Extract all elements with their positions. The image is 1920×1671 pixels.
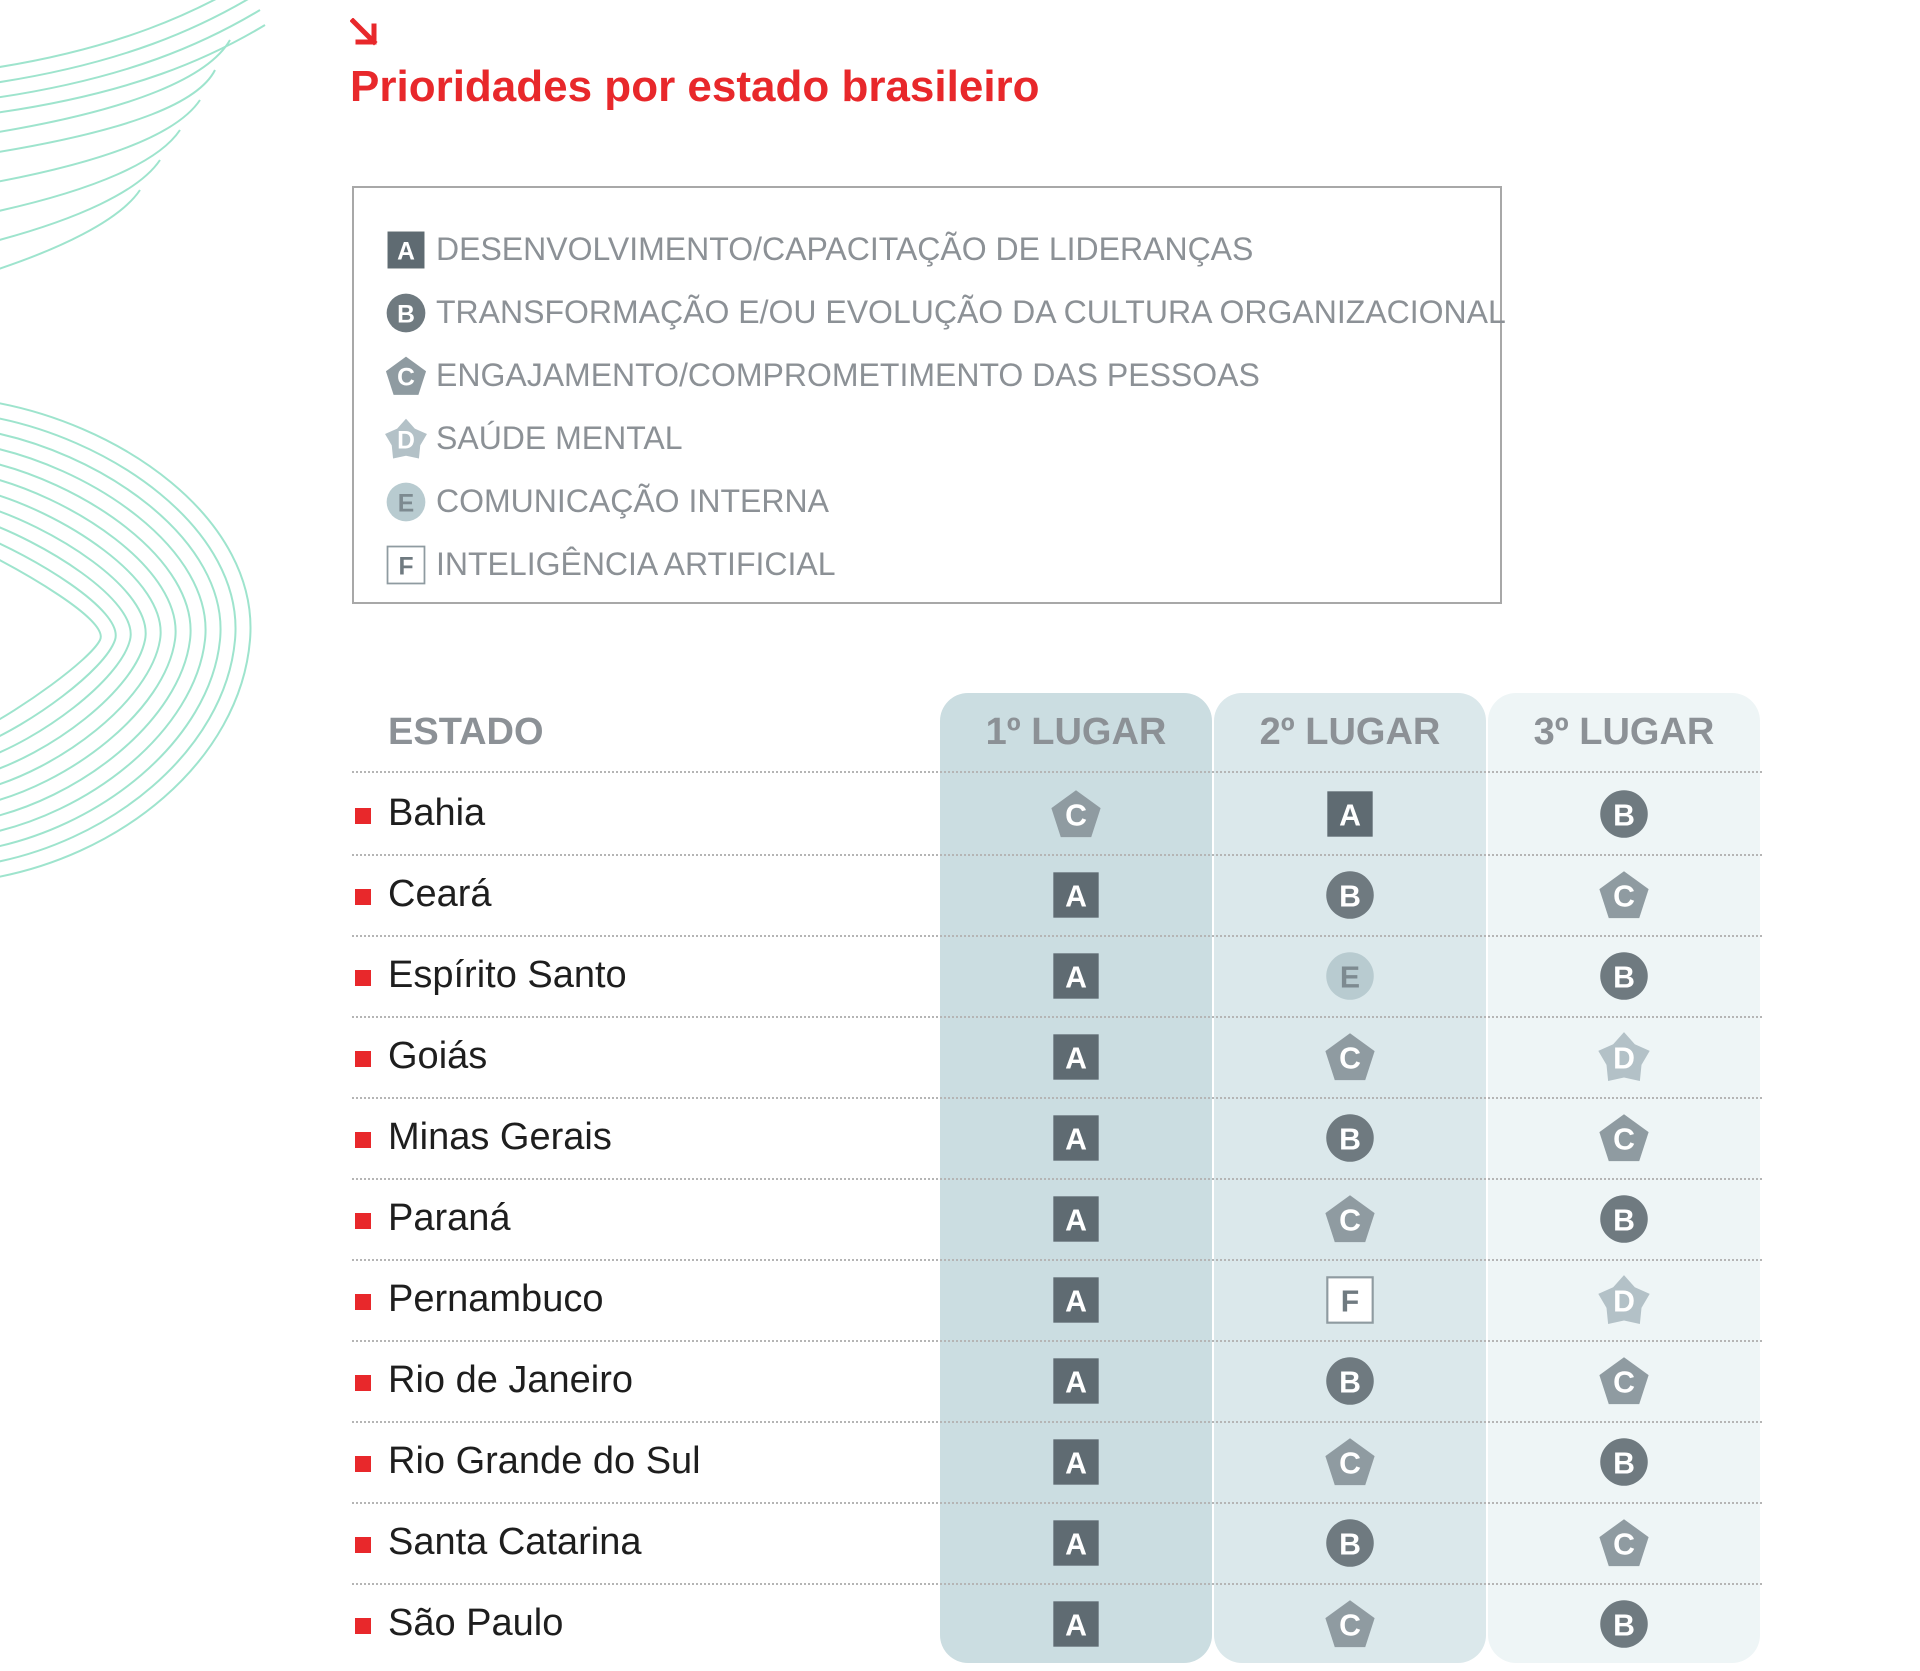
svg-text:C: C xyxy=(1613,1528,1635,1562)
priority-cell-3 xyxy=(1488,935,1760,1016)
priority-cell-3 xyxy=(1488,1097,1760,1178)
priority-cell-2 xyxy=(1214,1340,1486,1421)
svg-text:A: A xyxy=(1065,1366,1087,1400)
dark-square-icon xyxy=(1049,1111,1103,1165)
dark-square-icon xyxy=(1049,1597,1103,1651)
svg-text:B: B xyxy=(1339,1528,1361,1562)
pentagon-icon xyxy=(1049,787,1103,841)
pentagon-icon xyxy=(1597,868,1651,922)
dark-square-icon xyxy=(1049,1435,1103,1489)
priority-cell-1 xyxy=(940,935,1212,1016)
table-row xyxy=(352,1340,1762,1421)
svg-text:B: B xyxy=(1613,1204,1635,1238)
gray-circle-icon xyxy=(1323,1354,1377,1408)
svg-text:A: A xyxy=(1065,1042,1087,1076)
pentagon-icon xyxy=(1323,1597,1377,1651)
dark-square-icon xyxy=(384,228,428,272)
priority-cell-1 xyxy=(940,854,1212,935)
dark-square-icon xyxy=(1049,1516,1103,1570)
svg-text:C: C xyxy=(397,363,415,391)
dark-square-icon xyxy=(1049,1354,1103,1408)
svg-text:F: F xyxy=(1340,1285,1360,1319)
header-2-lugar: 2º LUGAR xyxy=(1259,710,1441,753)
priority-cell-1 xyxy=(940,1340,1212,1421)
svg-text:A: A xyxy=(397,237,415,265)
legend-box xyxy=(352,186,1506,604)
legend-item-label: INTELIGÊNCIA ARTIFICIAL xyxy=(436,546,836,582)
priority-cell-1 xyxy=(940,1259,1212,1340)
priority-cell-3 xyxy=(1488,1583,1760,1664)
gray-circle-icon xyxy=(1597,949,1651,1003)
bullet-icon xyxy=(355,1132,371,1148)
pentagon-icon xyxy=(1597,1111,1651,1165)
pentagon-icon xyxy=(1323,1192,1377,1246)
dark-square-icon xyxy=(1049,868,1103,922)
svg-text:C: C xyxy=(1065,799,1087,833)
svg-text:B: B xyxy=(1339,1123,1361,1157)
legend-item xyxy=(384,407,1500,470)
bullet-icon xyxy=(355,808,371,824)
svg-text:A: A xyxy=(1339,799,1361,833)
table-row xyxy=(352,1421,1762,1502)
priority-cell-2 xyxy=(1214,1259,1486,1340)
table-row xyxy=(352,1016,1762,1097)
state-name: Rio de Janeiro xyxy=(388,1359,634,1401)
priority-cell-1 xyxy=(940,1016,1212,1097)
dark-square-icon xyxy=(1049,1273,1103,1327)
priority-cell-3 xyxy=(1488,1259,1760,1340)
priority-cell-3 xyxy=(1488,773,1760,854)
light-circle-icon xyxy=(1323,949,1377,1003)
legend-item xyxy=(384,533,1500,596)
state-name: Bahia xyxy=(388,792,486,834)
dark-square-icon xyxy=(1049,949,1103,1003)
header-1-lugar: 1º LUGAR xyxy=(985,710,1167,753)
svg-text:A: A xyxy=(1065,1447,1087,1481)
table-row xyxy=(352,1097,1762,1178)
priority-cell-2 xyxy=(1214,1097,1486,1178)
gray-circle-icon xyxy=(1597,1435,1651,1489)
priority-cell-1 xyxy=(940,773,1212,854)
priority-cell-2 xyxy=(1214,1016,1486,1097)
bullet-icon xyxy=(355,889,371,905)
page-title: Prioridades por estado brasileiro xyxy=(350,62,1040,111)
svg-text:B: B xyxy=(1613,799,1635,833)
pentagon-icon xyxy=(1597,1354,1651,1408)
priority-cell-1 xyxy=(940,1502,1212,1583)
gray-circle-icon xyxy=(1597,1192,1651,1246)
state-name: Pernambuco xyxy=(388,1278,604,1320)
priority-table xyxy=(352,693,1762,1663)
star-icon xyxy=(384,417,428,461)
svg-text:C: C xyxy=(1339,1042,1361,1076)
priority-cell-3 xyxy=(1488,1016,1760,1097)
svg-text:B: B xyxy=(1613,1609,1635,1643)
svg-text:A: A xyxy=(1065,880,1087,914)
priority-cell-2 xyxy=(1214,1583,1486,1664)
legend-item-label: COMUNICAÇÃO INTERNA xyxy=(436,483,829,519)
dark-square-icon xyxy=(1049,1192,1103,1246)
priority-cell-3 xyxy=(1488,1421,1760,1502)
bullet-icon xyxy=(355,1618,371,1634)
svg-text:A: A xyxy=(1065,961,1087,995)
svg-text:C: C xyxy=(1613,1123,1635,1157)
svg-text:A: A xyxy=(1065,1285,1087,1319)
outline-square-icon xyxy=(384,543,428,587)
state-name: Goiás xyxy=(388,1035,488,1077)
svg-text:D: D xyxy=(1613,1042,1635,1076)
svg-text:F: F xyxy=(398,552,414,580)
legend-item xyxy=(384,344,1500,407)
state-name: Ceará xyxy=(388,873,492,915)
star-icon xyxy=(1597,1273,1651,1327)
state-name: Rio Grande do Sul xyxy=(388,1440,701,1482)
svg-text:E: E xyxy=(1339,961,1361,995)
state-name: Paraná xyxy=(388,1197,511,1239)
priority-cell-1 xyxy=(940,1421,1212,1502)
state-name: São Paulo xyxy=(388,1602,564,1644)
priority-cell-2 xyxy=(1214,935,1486,1016)
priority-cell-1 xyxy=(940,1583,1212,1664)
pentagon-icon xyxy=(1323,1030,1377,1084)
svg-text:A: A xyxy=(1065,1123,1087,1157)
gray-circle-icon xyxy=(1597,1597,1651,1651)
svg-text:B: B xyxy=(1613,961,1635,995)
bullet-icon xyxy=(355,1537,371,1553)
header-3-lugar: 3º LUGAR xyxy=(1533,710,1715,753)
priority-cell-3 xyxy=(1488,1178,1760,1259)
bullet-icon xyxy=(355,1375,371,1391)
priority-cell-3 xyxy=(1488,1340,1760,1421)
bullet-icon xyxy=(355,1456,371,1472)
priority-cell-2 xyxy=(1214,773,1486,854)
gray-circle-icon xyxy=(1323,1111,1377,1165)
table-row xyxy=(352,1583,1762,1664)
decorative-wave-lines xyxy=(0,0,300,900)
bullet-icon xyxy=(355,1051,371,1067)
svg-text:D: D xyxy=(1613,1285,1635,1319)
gray-circle-icon xyxy=(1597,787,1651,841)
pentagon-icon xyxy=(384,354,428,398)
gray-circle-icon xyxy=(1323,868,1377,922)
svg-text:E: E xyxy=(397,489,415,517)
table-row xyxy=(352,773,1762,854)
svg-text:A: A xyxy=(1065,1528,1087,1562)
state-name: Santa Catarina xyxy=(388,1521,642,1563)
svg-text:A: A xyxy=(1065,1204,1087,1238)
gray-circle-icon xyxy=(1323,1516,1377,1570)
header-estado: ESTADO xyxy=(388,710,544,753)
pentagon-icon xyxy=(1323,1435,1377,1489)
bullet-icon xyxy=(355,970,371,986)
pentagon-icon xyxy=(1597,1516,1651,1570)
legend-item-label: SAÚDE MENTAL xyxy=(436,420,683,456)
legend-item xyxy=(384,218,1500,281)
state-name: Minas Gerais xyxy=(388,1116,612,1158)
svg-text:B: B xyxy=(1339,1366,1361,1400)
svg-text:B: B xyxy=(1339,880,1361,914)
priority-cell-3 xyxy=(1488,1502,1760,1583)
table-row xyxy=(352,1502,1762,1583)
svg-text:B: B xyxy=(397,300,415,328)
table-row xyxy=(352,935,1762,1016)
bullet-icon xyxy=(355,1294,371,1310)
legend-item-label: DESENVOLVIMENTO/CAPACITAÇÃO DE LIDERANÇAS xyxy=(436,231,1254,267)
legend-item xyxy=(384,470,1500,533)
priority-cell-2 xyxy=(1214,1502,1486,1583)
legend-item-label: TRANSFORMAÇÃO E/OU EVOLUÇÃO DA CULTURA ORGANIZACIONAL xyxy=(436,294,1506,330)
svg-text:C: C xyxy=(1613,1366,1635,1400)
svg-text:A: A xyxy=(1065,1609,1087,1643)
svg-text:C: C xyxy=(1339,1609,1361,1643)
bullet-icon xyxy=(355,1213,371,1229)
priority-cell-2 xyxy=(1214,854,1486,935)
dark-square-icon xyxy=(1323,787,1377,841)
svg-text:C: C xyxy=(1339,1447,1361,1481)
table-row xyxy=(352,1178,1762,1259)
svg-text:B: B xyxy=(1613,1447,1635,1481)
table-row xyxy=(352,854,1762,935)
priority-cell-1 xyxy=(940,1178,1212,1259)
star-icon xyxy=(1597,1030,1651,1084)
light-circle-icon xyxy=(384,480,428,524)
table-row xyxy=(352,1259,1762,1340)
svg-text:C: C xyxy=(1613,880,1635,914)
gray-circle-icon xyxy=(384,291,428,335)
legend-item-label: ENGAJAMENTO/COMPROMETIMENTO DAS PESSOAS xyxy=(436,357,1260,393)
priority-cell-2 xyxy=(1214,1421,1486,1502)
priority-cell-3 xyxy=(1488,854,1760,935)
outline-square-icon xyxy=(1323,1273,1377,1327)
arrow-down-right-icon xyxy=(350,18,380,48)
svg-text:C: C xyxy=(1339,1204,1361,1238)
priority-cell-1 xyxy=(940,1097,1212,1178)
dark-square-icon xyxy=(1049,1030,1103,1084)
state-name: Espírito Santo xyxy=(388,954,627,996)
priority-cell-2 xyxy=(1214,1178,1486,1259)
legend-item xyxy=(384,281,1506,344)
svg-text:D: D xyxy=(397,426,415,454)
